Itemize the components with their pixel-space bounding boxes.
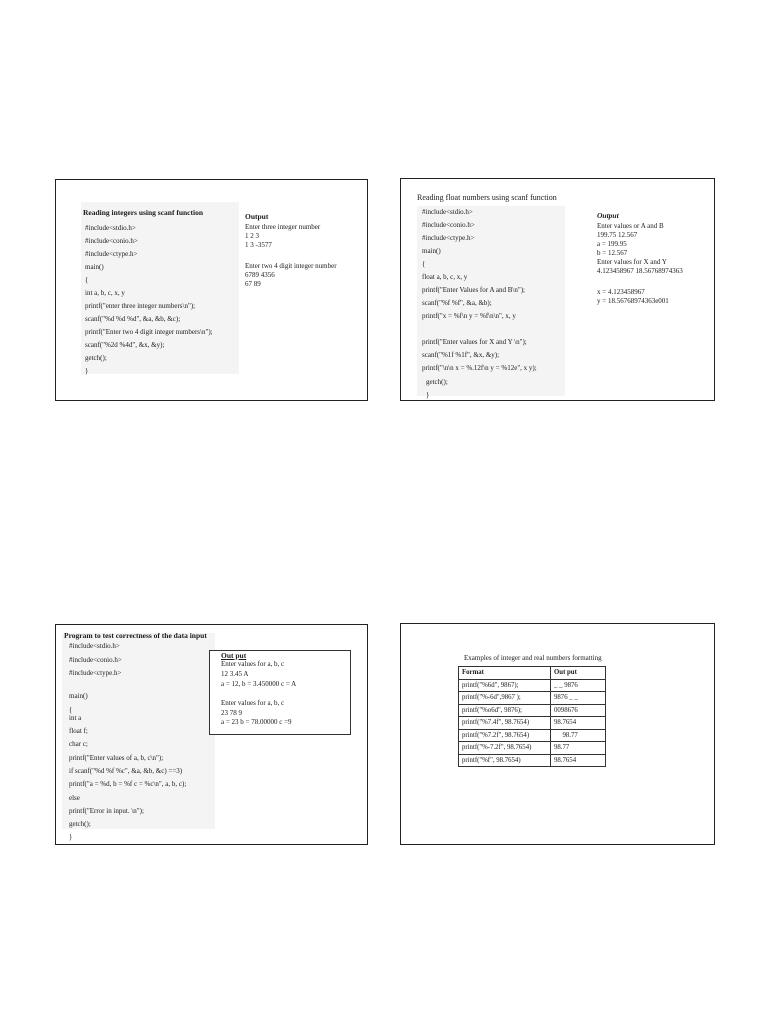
code-line: getch(); xyxy=(69,820,91,828)
code-line: } xyxy=(426,391,430,399)
format-cell: printf("%o6d", 9876); xyxy=(459,704,551,717)
output-line: b = 12.567 xyxy=(597,249,628,257)
slide-data-input-check xyxy=(55,624,368,845)
code-line: float f; xyxy=(69,727,88,735)
output-line: y = 18.56768974363e001 xyxy=(597,297,669,305)
output-line: x = 4.123458967 xyxy=(597,288,645,296)
output-cell: 98.77 xyxy=(551,742,606,755)
output-line: Enter two 4 digit integer number xyxy=(245,262,337,270)
code-line: { xyxy=(85,276,89,284)
code-line: #include<stdio.h> xyxy=(85,224,136,232)
code-line: #include<ctype.h> xyxy=(69,669,122,677)
table-row xyxy=(459,729,606,742)
code-line: #include<conio.h> xyxy=(85,237,138,245)
output-cell: 0098676 xyxy=(551,704,606,717)
code-line: printf("Error in input. \n"); xyxy=(69,807,144,815)
code-line: scanf("%f %f", &a, &b); xyxy=(422,299,492,307)
format-cell: printf("%7.4f", 98.7654) xyxy=(459,717,551,730)
output-line: 4.123458967 18.56768974363 xyxy=(597,267,683,275)
column-header-format: Format xyxy=(459,667,551,680)
code-line: #include<conio.h> xyxy=(422,221,475,229)
format-cell: printf("%7.2f", 98.7654) xyxy=(459,729,551,742)
output-line: 12 3.45 A xyxy=(221,670,249,678)
output-line: a = 199.95 xyxy=(597,240,627,248)
code-line: main() xyxy=(422,247,441,255)
slide-title: Reading integers using scanf function xyxy=(83,208,204,217)
code-line: int a, b, c, x, y xyxy=(85,289,125,297)
output-line: a = 12, b = 3.450000 c = A xyxy=(221,680,297,688)
format-cell: printf("%f", 98.7654) xyxy=(459,754,551,767)
output-heading: Output xyxy=(245,212,269,221)
table-row xyxy=(459,692,606,705)
slide-title: Examples of integer and real numbers formatting xyxy=(464,654,602,662)
output-line: Enter values or A and B xyxy=(597,222,664,230)
format-cell: printf("%-6d",9867 ); xyxy=(459,692,551,705)
code-line: #include<stdio.h> xyxy=(422,208,473,216)
code-line: printf("Enter Values for A and B\n"); xyxy=(422,286,525,294)
output-cell: 98.77 xyxy=(551,729,606,742)
code-line: #include<conio.h> xyxy=(69,656,122,664)
column-header-output: Out put xyxy=(551,667,606,680)
output-heading: Out put xyxy=(221,651,247,660)
slide-title: Program to test correctness of the data input xyxy=(64,631,207,640)
code-line: } xyxy=(69,833,73,841)
code-line: printf("Enter values for X and Y \n"); xyxy=(422,338,527,346)
output-line: Enter three integer number xyxy=(245,223,321,231)
output-line: a = 23 b = 78.00000 c =9 xyxy=(221,718,292,726)
code-line: printf("Enter values of a, b, c\n"); xyxy=(69,754,164,762)
code-line: { xyxy=(69,706,73,714)
code-line: #include<ctype.h> xyxy=(422,234,475,242)
slide-title: Reading float numbers using scanf function xyxy=(417,193,557,202)
code-line: } xyxy=(85,367,89,375)
code-line: float a, b, c, x, y xyxy=(422,273,468,281)
code-line: getch(); xyxy=(426,378,448,386)
output-line: 1 2 3 xyxy=(245,232,259,240)
code-line: main() xyxy=(85,263,104,271)
slide-reading-floats xyxy=(400,178,715,401)
output-line: Enter values for a, b, c xyxy=(221,660,285,668)
format-table xyxy=(458,666,606,767)
code-line: int a xyxy=(69,714,82,722)
code-line: { xyxy=(422,260,426,268)
table-header-row xyxy=(459,667,606,680)
code-line: #include<stdio.h> xyxy=(69,642,120,650)
code-line: if scanf("%d %f %c", &a, &b, &c) ==3) xyxy=(69,767,183,775)
table-row xyxy=(459,704,606,717)
code-line: printf("\n\n x = %.12f\n y = %12e", x y); xyxy=(422,364,537,372)
code-line: main() xyxy=(69,692,88,700)
table-row xyxy=(459,679,606,692)
code-line: else xyxy=(69,794,80,802)
code-line: scanf("%1f %1f", &x, &y); xyxy=(422,351,500,359)
code-line: printf("enter three integer numbers\n"); xyxy=(85,302,196,310)
code-line: printf("Enter two 4 digit integer numbers\n"); xyxy=(85,328,213,336)
code-line: char c; xyxy=(69,740,88,748)
code-line: scanf("%d %d %d", &a, &b, &c); xyxy=(85,315,181,323)
output-cell: 98.7654 xyxy=(551,717,606,730)
output-cell: _ _ 9876 xyxy=(551,679,606,692)
slide-formatting-examples xyxy=(400,623,715,845)
format-cell: printf("%-7.2f", 98.7654) xyxy=(459,742,551,755)
table-row xyxy=(459,742,606,755)
output-cell: 9876 _ _ xyxy=(551,692,606,705)
output-line: 23 78 9 xyxy=(221,709,242,717)
output-line: 199.75 12.567 xyxy=(597,231,638,239)
output-cell: 98.7654 xyxy=(551,754,606,767)
format-cell: printf("%6d", 9867); xyxy=(459,679,551,692)
output-line: 6789 4356 xyxy=(245,271,275,279)
table-row xyxy=(459,754,606,767)
output-line: Enter values for X and Y xyxy=(597,258,667,266)
output-line: Enter values for a, b, c xyxy=(221,699,285,707)
code-line: printf("a = %d, b = %f c = %c\n", a, b, c); xyxy=(69,780,187,788)
output-line: 67 89 xyxy=(245,280,261,288)
output-heading: Output xyxy=(597,211,619,220)
code-line: #include<ctype.h> xyxy=(85,250,138,258)
output-line: 1 3 -3577 xyxy=(245,241,272,249)
table-row xyxy=(459,717,606,730)
code-line: getch(); xyxy=(85,354,107,362)
code-line: scanf("%2d %4d", &x, &y); xyxy=(85,341,165,349)
slide-reading-integers xyxy=(55,179,368,401)
code-line: printf("x = %f\n y = %f\n\n", x, y xyxy=(422,312,516,320)
